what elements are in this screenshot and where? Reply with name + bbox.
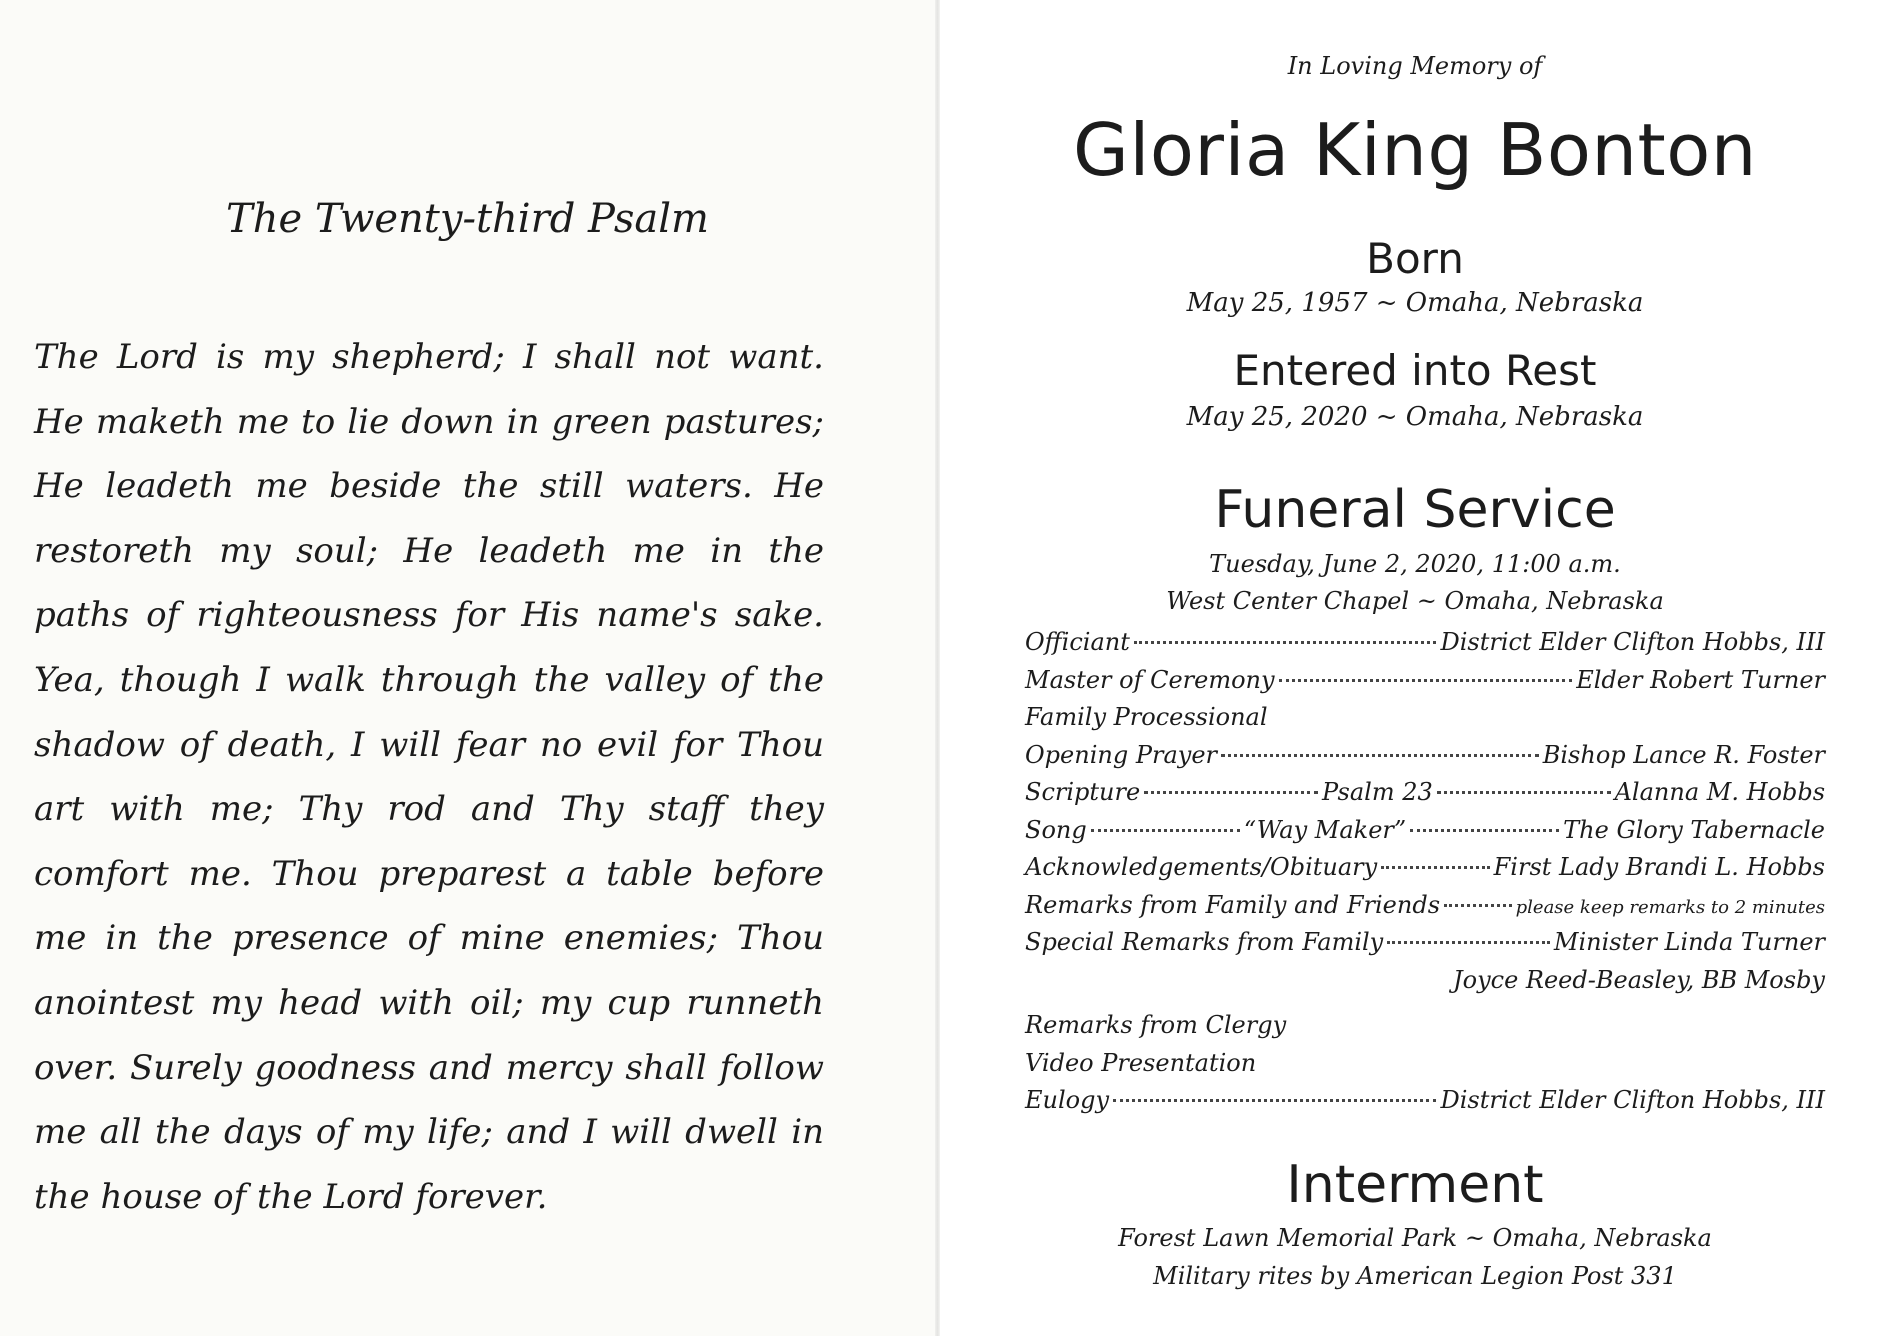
program-value: Alanna M. Hobbs bbox=[1614, 778, 1826, 806]
program-value: Bishop Lance R. Foster bbox=[1542, 740, 1825, 769]
interment-rites: Military rites by American Legion Post 331 bbox=[1153, 1262, 1677, 1290]
program-row bbox=[1025, 962, 1825, 1000]
program-label: Song bbox=[1025, 815, 1087, 844]
memory-line: In Loving Memory of bbox=[1287, 52, 1543, 80]
program-value: District Elder Clifton Hobbs, III bbox=[1440, 628, 1825, 656]
program-value: Minister Linda Turner bbox=[1553, 928, 1825, 956]
dot-leader bbox=[1144, 791, 1318, 794]
psalm-text: The Lord is my shepherd; I shall not want. He maketh me to lie down in green pastures; He leadeth me beside the still waters. He restoreth my soul; He leadeth me in the paths of righteousness for His name's sake. Yea, though I walk through the valley of the shadow of death, I will fear no evil for Thou art with me; Thy rod and Thy staff they comfort me. Thou preparest a table before me in the presence of mine enemies; Thou anointest my head with oil; my cup runneth over. Surely goodness and mercy shall follow me all the days of my life; and I will dwell in the house of the Lord forever. bbox=[34, 337, 824, 1217]
program-label: Remarks from Family and Friends bbox=[1025, 890, 1441, 919]
program-row bbox=[1025, 1007, 1825, 1045]
service-place: West Center Chapel ~ Omaha, Nebraska bbox=[1166, 587, 1664, 615]
program-value: Elder Robert Turner bbox=[1576, 665, 1825, 694]
program-label: Eulogy bbox=[1025, 1086, 1110, 1114]
rest-detail: May 25, 2020 ~ Omaha, Nebraska bbox=[1186, 402, 1644, 432]
program-row bbox=[1025, 1082, 1825, 1120]
dot-leader bbox=[1387, 941, 1550, 944]
program-row bbox=[1025, 624, 1825, 662]
program-row bbox=[1025, 662, 1825, 700]
program-value: First Lady Brandi L. Hobbs bbox=[1493, 853, 1825, 881]
program-label: Scripture bbox=[1025, 778, 1141, 806]
program-label: Special Remarks from Family bbox=[1025, 928, 1384, 956]
program-row bbox=[1025, 1045, 1825, 1083]
dot-leader bbox=[1221, 754, 1539, 757]
deceased-name: Gloria King Bonton bbox=[1073, 108, 1757, 192]
service-heading: Funeral Service bbox=[1214, 480, 1616, 540]
program-value: District Elder Clifton Hobbs, III bbox=[1440, 1086, 1825, 1114]
rest-heading: Entered into Rest bbox=[1233, 346, 1597, 395]
interment-heading: Interment bbox=[1286, 1155, 1544, 1215]
program-row bbox=[1025, 812, 1825, 850]
program-spacer bbox=[1025, 999, 1825, 1007]
order-of-service bbox=[1025, 624, 1825, 1120]
dot-leader bbox=[1381, 866, 1489, 869]
program-label: Opening Prayer bbox=[1025, 740, 1217, 769]
dot-leader bbox=[1410, 829, 1559, 832]
program-row bbox=[1025, 737, 1825, 775]
program-label: Family Processional bbox=[1025, 703, 1268, 731]
program-value: The Glory Tabernacle bbox=[1563, 815, 1826, 844]
dot-leader bbox=[1444, 904, 1512, 907]
program-label: Master of Ceremony bbox=[1025, 665, 1275, 694]
program-value: please keep remarks to 2 minutes bbox=[1515, 896, 1825, 918]
program-label: Officiant bbox=[1025, 628, 1130, 656]
dot-leader bbox=[1134, 641, 1437, 644]
program-row bbox=[1025, 887, 1825, 925]
psalm-title: The Twenty-third Psalm bbox=[226, 196, 709, 242]
program-row bbox=[1025, 699, 1825, 737]
program-label: Video Presentation bbox=[1025, 1048, 1257, 1077]
program-row bbox=[1025, 849, 1825, 887]
program-label: Remarks from Clergy bbox=[1025, 1011, 1287, 1039]
program-mid: Psalm 23 bbox=[1322, 778, 1433, 806]
service-time: Tuesday, June 2, 2020, 11:00 a.m. bbox=[1209, 550, 1621, 578]
program-value: Joyce Reed-Beasley, BB Mosby bbox=[1453, 965, 1825, 994]
born-detail: May 25, 1957 ~ Omaha, Nebraska bbox=[1186, 288, 1644, 318]
dot-leader bbox=[1279, 679, 1573, 682]
program-mid: “Way Maker” bbox=[1243, 815, 1407, 844]
program-label: Acknowledgements/Obituary bbox=[1025, 853, 1378, 881]
interment-place: Forest Lawn Memorial Park ~ Omaha, Nebraska bbox=[1118, 1224, 1712, 1252]
program-row bbox=[1025, 924, 1825, 962]
dot-leader bbox=[1113, 1099, 1436, 1102]
dot-leader bbox=[1091, 829, 1240, 832]
dot-leader bbox=[1437, 791, 1611, 794]
program-row bbox=[1025, 774, 1825, 812]
born-heading: Born bbox=[1366, 234, 1464, 283]
